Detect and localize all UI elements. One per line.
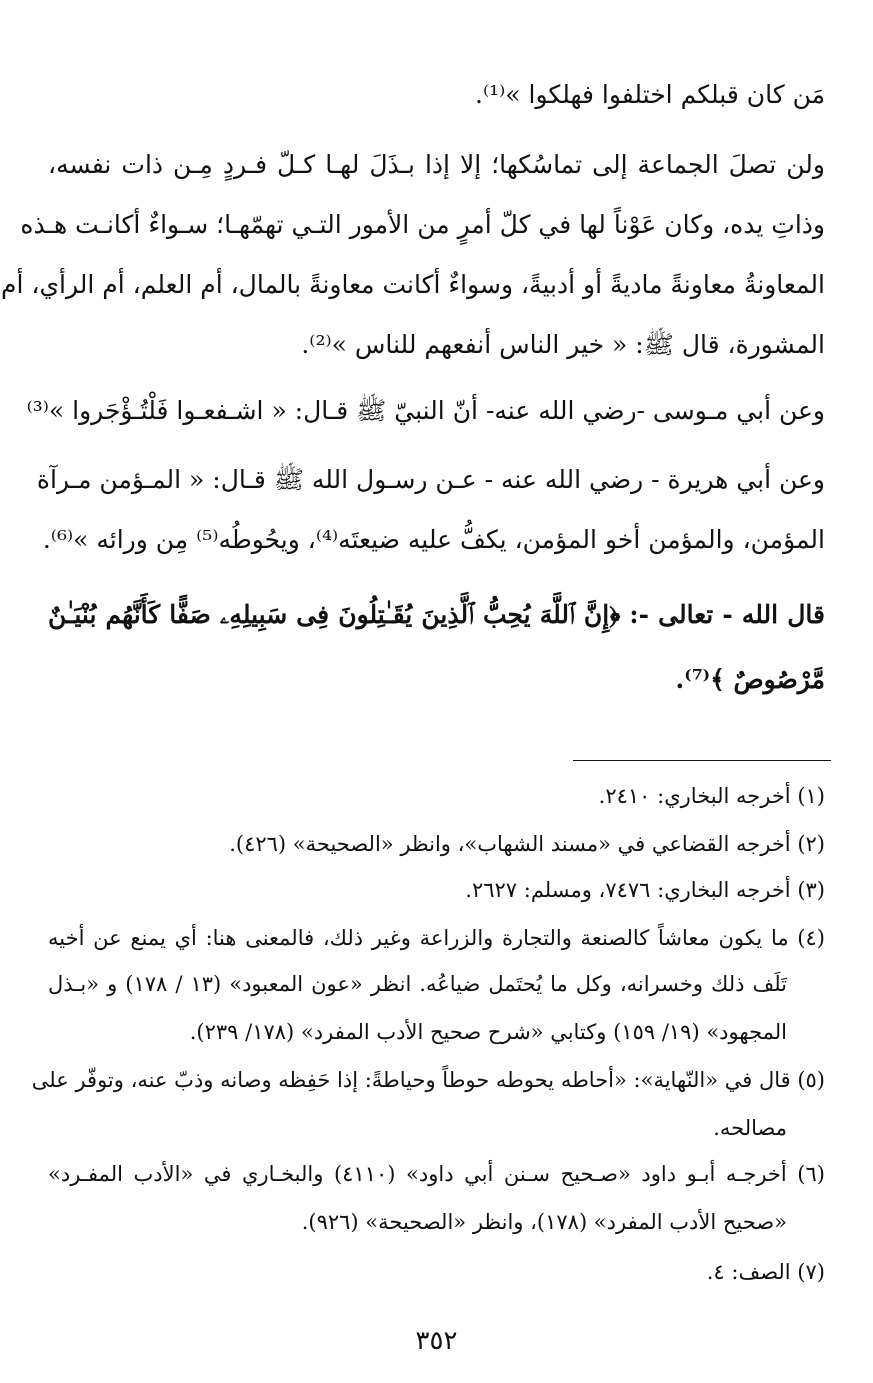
footnote-4-line-1: (٤) ما يكون معاشاً كالصنعة والتجارة والزراعة وغير ذلك، فالمعنى هنا: أي يمنع عن أخيه	[48, 926, 825, 950]
footnote-4-line-3: المجهود» (١٩/ ١٥٩) وكتابي «شرح صحيح الأدب المفرد» (١٧٨/ ٢٣٩).	[189, 1020, 787, 1044]
footnote-2: (٢) أخرجه القضاعي في «مسند الشهاب»، وانظر «الصحيحة» (٤٢٦).	[229, 832, 825, 856]
footnote-separator	[573, 760, 831, 761]
body-line-5: المشورة، قال ﷺ: « خير الناس أنفعهم للناس »⁽²⁾.	[301, 330, 825, 359]
footnote-6-line-2: «صحيح الأدب المفرد» (١٧٨)، وانظر «الصحيحة» (٩٢٦).	[301, 1210, 787, 1234]
footnote-6-line-1: (٦) أخرجـه أبـو داود «صـحيح سـنن أبي داود» (٤١١٠) والبخـاري في «الأدب المفـرد»	[48, 1162, 825, 1186]
body-line-3: وذاتِ يده، وكان عَوْناً لها في كلّ أمرٍ من الأمور التـي تهمّهـا؛ سـواءٌ أكانـت هـذه	[20, 210, 825, 239]
body-line-1: مَن كان قبلكم اختلفوا فهلكوا »⁽¹⁾.	[475, 80, 825, 109]
footnote-5-line-1: (٥) قال في «النّهاية»: «أحاطه يحوطه حوطاً وحياطةً: إذا حَفِظه وصانه وذبّ عنه، وتوفّر على	[31, 1068, 825, 1092]
body-line-6: وعن أبي مـوسى -رضي الله عنه- أنّ النبيّ ﷺ قـال: « اشـفعـوا فَلْتُـؤْجَروا »⁽³⁾	[26, 396, 825, 425]
body-line-8: المؤمن، والمؤمن أخو المؤمن، يكفُّ عليه ضيعتَه⁽⁴⁾، ويحُوطُه⁽⁵⁾ مِن ورائه »⁽⁶⁾.	[42, 525, 825, 554]
quran-verse-line-1: قال الله - تعالى -: ﴿إِنَّ ٱللَّهَ يُحِبُّ ٱلَّذِينَ يُقَـٰتِلُونَ فِى سَبِيلِهِۦ صَفًّا كَأَنَّهُم بُنْيَـٰنٌ	[48, 600, 825, 629]
footnote-5-line-2: مصالحه.	[713, 1116, 787, 1140]
quran-verse-line-2: مَّرْصُوصٌ ﴾⁽⁷⁾.	[675, 665, 825, 694]
footnote-3: (٣) أخرجه البخاري: ٧٤٧٦، ومسلم: ٢٦٢٧.	[465, 878, 825, 902]
footnote-7: (٧) الصف: ٤.	[706, 1260, 825, 1284]
page-number: ٣٥٢	[415, 1326, 458, 1356]
footnote-4-line-2: تَلَف ذلك وخسرانه، وكل ما يُحتَمل ضياعُه. انظر «عون المعبود» (١٣ / ١٧٨) و «بـذل	[48, 972, 788, 996]
footnote-1: (١) أخرجه البخاري: ٢٤١٠.	[598, 784, 825, 808]
body-line-4: المعاونةُ معاونةً ماديةً أو أدبيةً، وسواءٌ أكانت معاونةً بالمال، أم العلم، أم الرأي، أم	[1, 270, 825, 299]
body-line-2: ولن تصلَ الجماعة إلى تماسُكها؛ إلا إذا بـذَلَ لهـا كـلّ فـردٍ مِـن ذات نفسه،	[48, 150, 825, 179]
body-line-7: وعن أبي هريرة - رضي الله عنه - عـن رسـول الله ﷺ قـال: « المـؤمن مـرآة	[36, 465, 825, 494]
